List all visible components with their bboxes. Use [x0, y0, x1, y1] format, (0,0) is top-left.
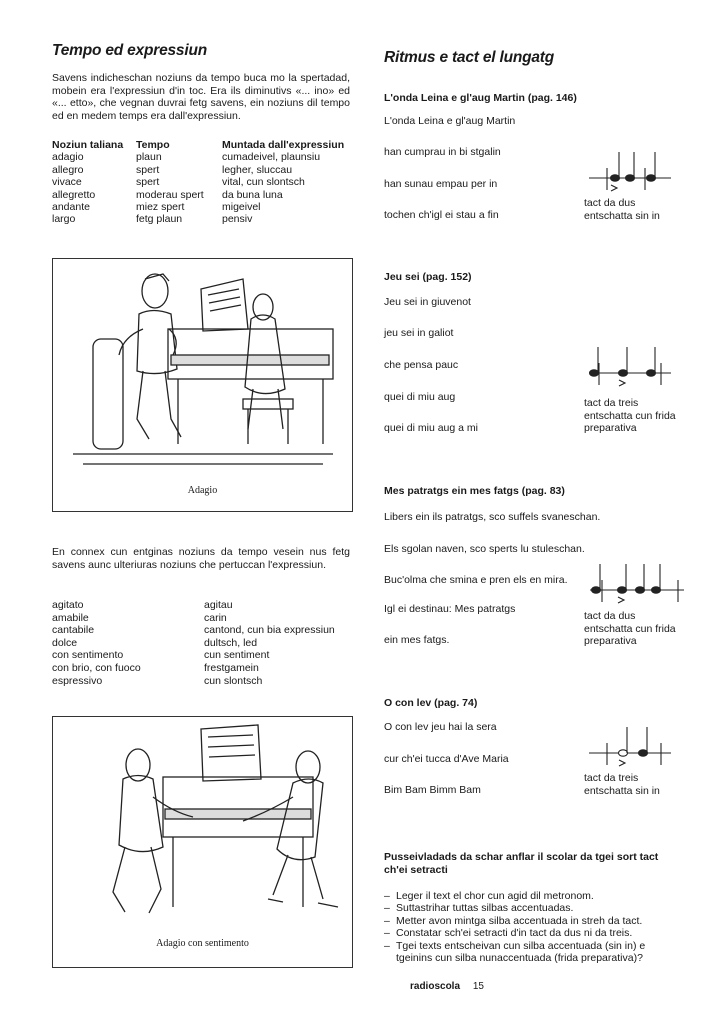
romansh-term: cun sentiment — [204, 649, 270, 662]
list-item — [52, 624, 335, 637]
lyric-line: che pensa pauc — [384, 359, 459, 371]
romansh-term: dultsch, led — [204, 636, 258, 649]
table-cell: legher, sluccau — [222, 163, 293, 176]
song-title: Jeu sei (pag. 152) — [384, 271, 472, 283]
adagio-con-sentimento-drawing — [53, 717, 352, 929]
romansh-term: frestgamein — [204, 661, 259, 674]
left-title: Tempo ed expressiun — [52, 42, 207, 59]
right-title: Ritmus e tact el lungatg — [384, 49, 555, 66]
table-cell: migeivel — [222, 201, 261, 214]
table-cell: largo — [52, 213, 76, 226]
list-item: – Suttastrihar tuttas silbas accentuadas. — [384, 902, 574, 915]
footer — [410, 981, 484, 992]
table-cell: andante — [52, 201, 90, 214]
table-row — [52, 164, 362, 176]
exercises-title: Pusseivladads da schar anflar il scolar da tgei sort tact ch'ei setracti — [384, 851, 659, 876]
lyric-line: Igl ei destinau: Mes patratgs — [384, 603, 516, 615]
list-item: – Tgei texts entscheivan cun silba accentuada (sin in) e tgeinins cun silba nunaccentuada (frida preparativa)? — [384, 939, 646, 965]
rhythm-notation — [585, 725, 675, 770]
table-cell: spert — [136, 163, 160, 176]
meter-note: tact da dus entschatta cun frida preparativa — [584, 610, 676, 648]
tempo-table — [52, 139, 362, 226]
table-cell: plaun — [136, 151, 162, 164]
table-cell: vivace — [52, 176, 82, 189]
lyric-line: ein mes fatgs. — [384, 634, 450, 646]
exercise-text: Leger il text el chor cun agid dil metronom. — [396, 890, 594, 902]
table-header-cell: Muntada dall'expressiun — [222, 139, 345, 151]
meter-note: tact da treis entschatta cun frida preparativa — [584, 397, 676, 435]
table-cell: moderau spert — [136, 188, 204, 201]
table-cell: pensiv — [222, 213, 253, 226]
intro-paragraph: Savens indicheschan noziuns da tempo buca mo la spertadad, mobein era l'expressiun d'in toc. Era ils diminutivs «... ino» ed «... etto», che vegnan duvrai fetg savens, ein noziuns dil tempo ed en medem temps era dall'expressiun. — [52, 72, 350, 122]
song-title: O con lev (pag. 74) — [384, 697, 478, 709]
connex-paragraph: En connex cun entginas noziuns da tempo vesein nus fetg savens aunc ulteriuras noziuns che pertuccan l'expressiun. — [52, 546, 350, 571]
lyric-line: O con lev jeu hai la sera — [384, 721, 497, 733]
table-row — [52, 201, 362, 213]
italian-term: agitato — [52, 599, 84, 611]
table-cell: da buna luna — [222, 188, 283, 201]
list-item — [52, 612, 335, 625]
lyric-line: tochen ch'igl ei stau a fin — [384, 209, 499, 221]
footer-brand: radioscola — [410, 981, 461, 992]
tempo-table-wrap — [52, 139, 362, 226]
rhythm-notation — [585, 345, 675, 390]
song-title: L'onda Leina e gl'aug Martin (pag. 146) — [384, 92, 577, 104]
expression-list — [52, 599, 335, 687]
list-item: – Metter avon mintga silba accentuada in streh da tact. — [384, 914, 643, 927]
lyric-line: Libers ein ils patratgs, sco suffels svaneschan. — [384, 511, 601, 523]
list-item — [52, 649, 335, 662]
table-cell: miez spert — [136, 201, 185, 214]
italian-term: amabile — [52, 611, 89, 624]
table-cell: allegretto — [52, 188, 96, 201]
table-row — [52, 151, 362, 163]
exercise-text: Suttastrihar tuttas silbas accentuadas. — [396, 902, 574, 915]
table-cell: allegro — [52, 163, 84, 176]
adagio-drawing — [53, 259, 352, 474]
adagio-illustration — [52, 258, 353, 512]
list-item — [52, 675, 335, 688]
italian-term: espressivo — [52, 674, 103, 687]
lyric-line: Bim Bam Bimm Bam — [384, 784, 481, 796]
lyric-line: jeu sei in galiot — [384, 327, 454, 339]
lyric-line: Jeu sei in giuvenot — [384, 296, 471, 308]
italian-term: cantabile — [52, 624, 95, 637]
italian-term: con sentimento — [52, 649, 124, 662]
exercise-text: Tgei texts entscheivan cun silba accentuada (sin in) e tgeinins cun silba nunaccentuada (frida preparativa)? — [396, 939, 646, 965]
lyric-line: Els sgolan naven, sco sperts lu stuleschan. — [384, 543, 585, 555]
list-item: – Leger il text el chor cun agid dil metronom. — [384, 890, 594, 902]
figure1-caption: Adagio — [187, 485, 218, 496]
lyric-line: quei di miu aug a mi — [384, 422, 478, 434]
list-item — [52, 599, 335, 612]
table-cell: vital, cun slontsch — [222, 176, 305, 189]
romansh-term: agitau — [204, 599, 233, 611]
meter-note: tact da treis entschatta sin in — [584, 772, 660, 797]
lyric-line: han cumprau in bi stgalin — [384, 146, 501, 158]
table-row — [52, 213, 362, 225]
meter-note: tact da dus entschatta sin in — [584, 197, 660, 222]
lyric-line: han sunau empau per in — [384, 178, 498, 190]
lyric-line: L'onda Leina e gl'aug Martin — [384, 115, 516, 127]
rhythm-notation — [585, 150, 675, 195]
figure2-caption: Adagio con sentimento — [156, 938, 249, 949]
table-header-cell: Noziun taliana — [52, 139, 124, 151]
rhythm-notation — [588, 562, 688, 607]
table-cell: spert — [136, 176, 160, 189]
lyric-line: quei di miu aug — [384, 391, 456, 403]
table-cell: cumadeivel, plaunsiu — [222, 151, 321, 164]
adagio-con-sentimento-illustration — [52, 716, 353, 968]
list-item — [52, 637, 335, 650]
table-cell: fetg plaun — [136, 213, 183, 226]
song-title: Mes patratgs ein mes fatgs (pag. 83) — [384, 485, 565, 497]
table-cell: adagio — [52, 151, 84, 164]
italian-term: dolce — [52, 636, 78, 649]
exercise-text: Constatar sch'ei setracti d'in tact da dus ni da treis. — [396, 927, 633, 940]
table-row — [52, 176, 362, 188]
exercise-text: Metter avon mintga silba accentuada in streh da tact. — [396, 914, 643, 927]
romansh-term: cun slontsch — [204, 674, 263, 687]
romansh-term: cantond, cun bia expressiun — [204, 624, 335, 637]
exercises-list — [384, 890, 684, 964]
table-header-cell: Tempo — [136, 139, 170, 151]
table-row — [52, 189, 362, 201]
list-item: – Constatar sch'ei setracti d'in tact da dus ni da treis. — [384, 927, 633, 940]
list-item — [52, 662, 335, 675]
romansh-term: carin — [204, 611, 227, 624]
italian-term: con brio, con fuoco — [52, 661, 141, 674]
tempo-table-header — [52, 139, 362, 151]
lyric-line: cur ch'ei tucca d'Ave Maria — [384, 753, 509, 765]
page-number: 15 — [472, 981, 484, 992]
lyric-line: Buc'olma che smina e pren els en mira. — [384, 574, 568, 586]
